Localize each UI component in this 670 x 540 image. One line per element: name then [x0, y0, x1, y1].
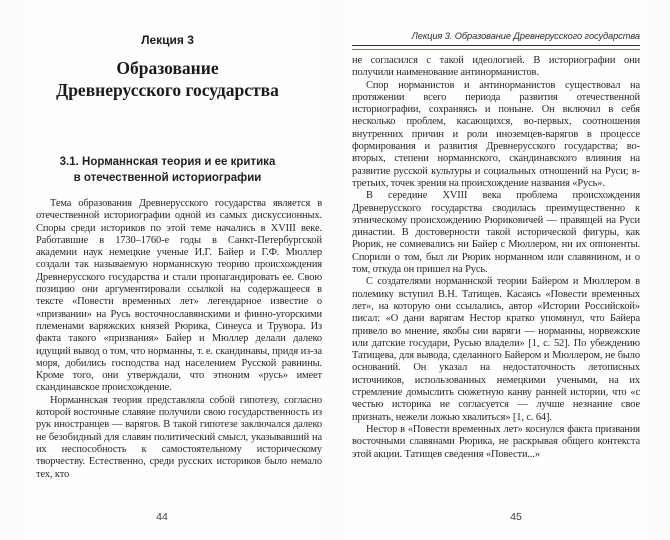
- page-number-right: 45: [510, 511, 522, 523]
- paragraph: Тема образования Древнерусского государства является в отечественной историографии одной из самых дискуссионных. Споры среди историков по этой теме начались в XVIII веке. Работавшие в 1730–1760-е годы в Санкт-Петербургской академии наук немецкие ученые И.Г. Байер и Г.Ф. Мюллер создали так называемую норманнскую теорию происхождения Древнерусского государства и стали пропагандировать ее. Свою позицию они аргументировали ссылкой на содержащееся в тексте «Повести временных лет» легендарное известие о «призвании» на Русь восточнославянскими и финно-угорскими племенами варяжских князей Рюрика, Синеуса и Трувора. Из факта такого «призвания» Байер и Мюллер делали далеко идущий вывод о том, что норманны, т. е. скандинавы, придя из-за моря, добились господства над населением Русской равнины. Кроме того, они утверждали, что этноним «русь» имеет скандинавское происхождение.: [36, 198, 322, 394]
- body-text-right: [352, 55, 640, 461]
- chapter-title-line-1: Образование: [116, 58, 219, 78]
- paragraph: Нестор в «Повести временных лет» коснулся факта призвания восточными славянами Рюрика, не раскрывая общего контекста этой акции. Татищев сведения «Повести...»: [352, 423, 640, 460]
- section-heading-line-2: в отечественной историографии: [73, 171, 262, 184]
- header-rule-divider: [352, 45, 640, 50]
- chapter-title-line-2: Древнерусского государства: [56, 79, 279, 100]
- section-heading-line-1: 3.1. Норманнская теория и ее критика: [59, 156, 276, 168]
- paragraph: С создателями норманнской теории Байером и Мюллером в полемику вступил В.Н. Татищев. Касаясь «Повести временных лет», на которую они ссылались, автор «Истории Российской» писал: «О дани варягам Нестор кратко упомянул, что Байера привело во мнение, якобы сии варяги — норманны, норвежские или датские государи, Русью владели» [1, с. 52]. По убеждению Татищева, для вывода, сделанного Байером и Мюллером, не было оснований. Он указал на недостаточность летописных источников, использованных немецкими учеными, на их стремление домыслить сюжетную канву ранней истории, что «с честью историка не согласуется — лучше незнание свое признать, нежели ложью хвалиться» [1, с. 64].: [352, 276, 640, 423]
- page-number-left: 44: [156, 511, 168, 523]
- body-text-left: [36, 198, 322, 481]
- page-right: [335, 0, 670, 540]
- chapter-label: Лекция 3: [141, 33, 194, 47]
- paragraph: В середине XVIII века проблема происхождения Древнерусского государства сводилась преимущественно к этническому происхождению Рюриковичей — правящей на Руси династии. В достоверности такой исторической фигуры, как Рюрик, не сомневались ни Байер с Мюллером, ни их оппоненты. Спорили о том, был ли Рюрик норманном или славянином, и о том, откуда он пришел на Русь.: [352, 190, 640, 276]
- running-header: Лекция 3. Образование Древнерусского государства: [411, 31, 640, 41]
- paragraph: Спор норманистов и антинорманистов существовал на протяжении всего периода развития отечественной историографии, сохраняясь и поныне. Он включил в себя несколько проблем, касающихся, во-первых, соотношения внутренних причин и роли иноземцев-варягов в процессе формирования и развития Древнерусского государства; во-вторых, степени норманнского, скандинавского влияния на развитие русской культуры и социальных отношений на Руси; в-третьих, точек зрения на происхождение названия «Русь».: [352, 79, 640, 189]
- paragraph: не согласился с такой идеологией. В историографии они получили наименование антинорманистов.: [352, 55, 640, 79]
- paragraph: Норманнская теория представляла собой гипотезу, согласно которой восточные славяне получили свою государственность из рук иностранцев — варягов. В такой гипотезе заключался далеко не безобидный для славян политический смысл, указывавший на их неспособность к самостоятельному историческому творчеству. Естественно, среди русских историков было немало тех, кто: [36, 394, 322, 480]
- section-heading: [10, 155, 325, 186]
- chapter-title: [10, 58, 325, 101]
